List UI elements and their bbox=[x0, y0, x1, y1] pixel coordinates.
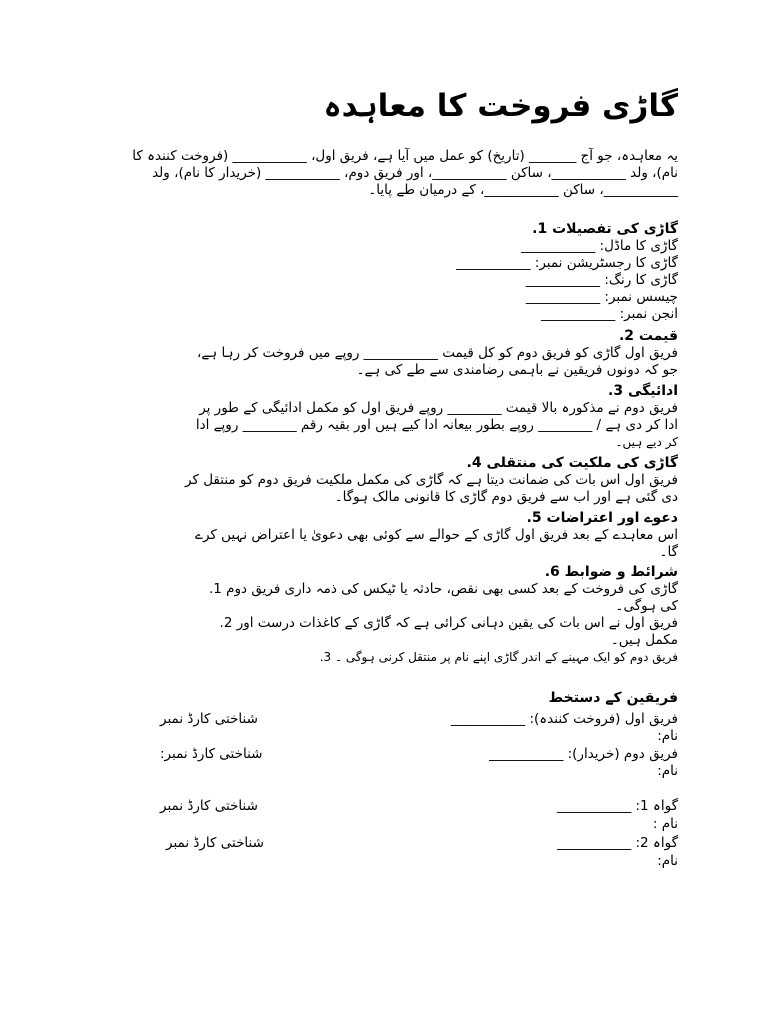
term-item-3 bbox=[118, 649, 678, 666]
section-2-text-2: جو کہ دونوں فریقین نے باہمی رضامندی سے طے کی ہے۔ bbox=[356, 362, 678, 378]
section-5-heading-text: دعوے اور اعتراضات bbox=[546, 510, 678, 526]
section-1-heading bbox=[118, 221, 678, 238]
section-4-heading-text: گاڑی کی ملکیت کی منتقلی bbox=[486, 455, 678, 471]
witness1-label: گواہ 1: ___________ bbox=[556, 798, 678, 814]
section-2-heading bbox=[118, 328, 678, 345]
field-vehicle-model: گاڑی کا ماڈل: ___________ bbox=[520, 238, 678, 254]
term-item-1-text: گاڑی کی فروخت کے بعد کسی بھی نقص، حادثہ یا ٹیکس کی ذمہ داری فریق دوم bbox=[226, 581, 678, 597]
intro-line-3: ___________، ساکن ___________، کے درمیان طے پایا۔ bbox=[368, 182, 678, 198]
field-engine-number: انجن نمبر: ___________ bbox=[541, 306, 678, 322]
section-1-heading-text: گاڑی کی تفصیلات bbox=[552, 221, 678, 237]
section-5-heading bbox=[118, 510, 678, 527]
section-3-heading bbox=[118, 383, 678, 400]
term-item-1 bbox=[118, 581, 678, 598]
section-3-heading-text: ادائیگی bbox=[627, 383, 678, 399]
section-vehicle-details bbox=[118, 221, 678, 323]
party2-id: شناختی کارڈ نمبر: bbox=[160, 746, 263, 762]
party1-name: نام: bbox=[657, 728, 678, 744]
section-claims bbox=[118, 510, 678, 561]
section-6-heading-text: شرائط و ضوابط bbox=[564, 564, 678, 580]
section-4-text-1: فریق اول اس بات کی ضمانت دیتا ہے کہ گاڑی کی مکمل ملکیت فریق دوم کو منتقل کر bbox=[185, 472, 678, 488]
field-chassis-number: چیسس نمبر: ___________ bbox=[525, 289, 678, 305]
section-price bbox=[118, 328, 678, 379]
witness1-name: نام : bbox=[652, 816, 678, 832]
party1-label: فریق اول (فروخت کنندہ): ___________ bbox=[450, 711, 678, 727]
party2-name: نام: bbox=[657, 763, 678, 779]
section-4-text-2: دی گئی ہے اور اب سے فریق دوم گاڑی کا قانونی مالک ہوگا۔ bbox=[334, 489, 678, 505]
section-5-number: 5. bbox=[526, 510, 542, 526]
term-item-3-text: فریق دوم کو ایک مہینے کے اندر گاڑی اپنے نام پر منتقل کرنی ہوگی ۔ bbox=[335, 650, 678, 664]
section-2-heading-text: قیمت bbox=[638, 328, 678, 344]
section-1-number: 1. bbox=[532, 221, 548, 237]
term-item-1-number: 1. bbox=[208, 581, 222, 597]
term-item-2-text: فریق اول نے اس بات کی یقین دہانی کرائی ہے کہ گاڑی کے کاغذات درست اور bbox=[236, 615, 678, 631]
term-item-2 bbox=[118, 615, 678, 632]
term-item-3-number: 3. bbox=[319, 650, 332, 664]
section-3-text-3: کر دیے ہیں۔ bbox=[615, 435, 678, 449]
signatures-heading: فریقین کے دستخط bbox=[548, 690, 678, 706]
section-4-number: 4. bbox=[466, 455, 482, 471]
section-5-text-1: اس معاہدے کے بعد فریق اول گاڑی کے حوالے سے کوئی بھی دعویٰ یا اعتراض نہیں کرے bbox=[195, 527, 678, 543]
section-terms bbox=[118, 564, 678, 666]
party2-label: فریق دوم (خریدار): ___________ bbox=[489, 746, 678, 762]
intro-line-1: یہ معاہدہ، جو آج _______ (تاریخ) کو عمل میں آیا ہے، فریق اول، ___________ (فروخت کنندہ کا bbox=[132, 148, 678, 164]
document-title: گاڑی فروخت کا معاہدہ bbox=[323, 88, 678, 124]
witness2-label: گواہ 2: ___________ bbox=[556, 835, 678, 851]
section-3-number: 3. bbox=[607, 383, 624, 399]
section-6-number: 6. bbox=[544, 564, 560, 580]
section-3-text-1: فریق دوم نے مذکورہ بالا قیمت ________ روپے فریق اول کو مکمل ادائیگی کے طور پر bbox=[199, 400, 678, 416]
section-ownership-transfer bbox=[118, 455, 678, 506]
intro-line-2: نام)، ولد ___________، ساکن ___________، اور فریق دوم، ___________ (خریدار کا نام)، ولد bbox=[152, 165, 678, 181]
section-5-text-2: گا۔ bbox=[659, 544, 678, 560]
section-3-text-2: ادا کر دی ہے / ________ روپے بطور بیعانہ ادا کیے ہیں اور بقیہ رقم ________ روپے ادا bbox=[195, 417, 678, 433]
section-2-number: 2. bbox=[618, 328, 635, 344]
field-vehicle-color: گاڑی کا رنگ: ___________ bbox=[525, 272, 678, 288]
section-payment bbox=[118, 383, 678, 451]
witness2-name: نام: bbox=[657, 853, 678, 869]
intro-paragraph bbox=[78, 148, 678, 199]
field-registration-number: گاڑی کا رجسٹریشن نمبر: ___________ bbox=[456, 255, 678, 271]
term-item-1-cont: کی ہوگی۔ bbox=[615, 598, 678, 614]
witness1-id: شناختی کارڈ نمبر bbox=[160, 798, 258, 814]
section-2-text-1: فریق اول گاڑی کو فریق دوم کو کل قیمت ___________ روپے میں فروخت کر رہا ہے، bbox=[197, 345, 678, 361]
witness2-id: شناختی کارڈ نمبر bbox=[166, 835, 264, 851]
term-item-2-cont: مکمل ہیں۔ bbox=[610, 632, 678, 648]
section-6-heading bbox=[118, 564, 678, 581]
party1-id: شناختی کارڈ نمبر bbox=[160, 711, 258, 727]
section-4-heading bbox=[118, 455, 678, 472]
term-item-2-number: 2. bbox=[219, 615, 233, 631]
